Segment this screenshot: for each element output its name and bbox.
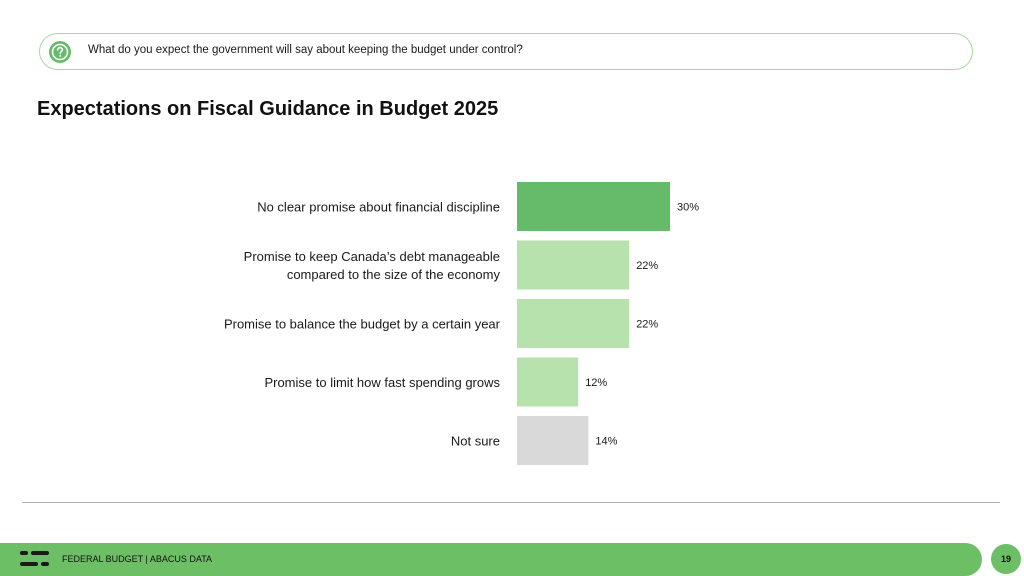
bar-4 bbox=[517, 416, 588, 465]
footer-text: FEDERAL BUDGET | ABACUS DATA bbox=[62, 554, 213, 564]
category-label-1-line-0: Promise to keep Canada’s debt manageable bbox=[243, 249, 500, 264]
category-label-2: Promise to balance the budget by a certain year bbox=[223, 316, 500, 332]
bar-2 bbox=[517, 299, 629, 348]
page-number: 19 bbox=[991, 544, 1021, 574]
abacus-logo-icon bbox=[18, 548, 52, 570]
chart-title: Expectations on Fiscal Guidance in Budget 2025 bbox=[37, 98, 499, 120]
category-label-0: No clear promise about financial discipline bbox=[257, 199, 500, 215]
question-text: What do you expect the government will say about keeping the budget under control? bbox=[88, 44, 523, 56]
category-label-4: Not sure bbox=[450, 433, 500, 449]
category-label-1-line-1: compared to the size of the economy bbox=[286, 267, 500, 282]
value-label-3: 12% bbox=[585, 377, 608, 389]
bar-0 bbox=[517, 182, 670, 231]
value-label-1: 22% bbox=[636, 260, 659, 272]
value-label-4: 14% bbox=[595, 435, 618, 448]
bar-1 bbox=[517, 241, 629, 290]
divider bbox=[22, 502, 1000, 503]
category-label-3: Promise to limit how fast spending grows bbox=[264, 375, 500, 390]
value-label-2: 22% bbox=[636, 318, 659, 331]
bar-3 bbox=[517, 358, 578, 407]
value-label-0: 30% bbox=[677, 201, 700, 214]
